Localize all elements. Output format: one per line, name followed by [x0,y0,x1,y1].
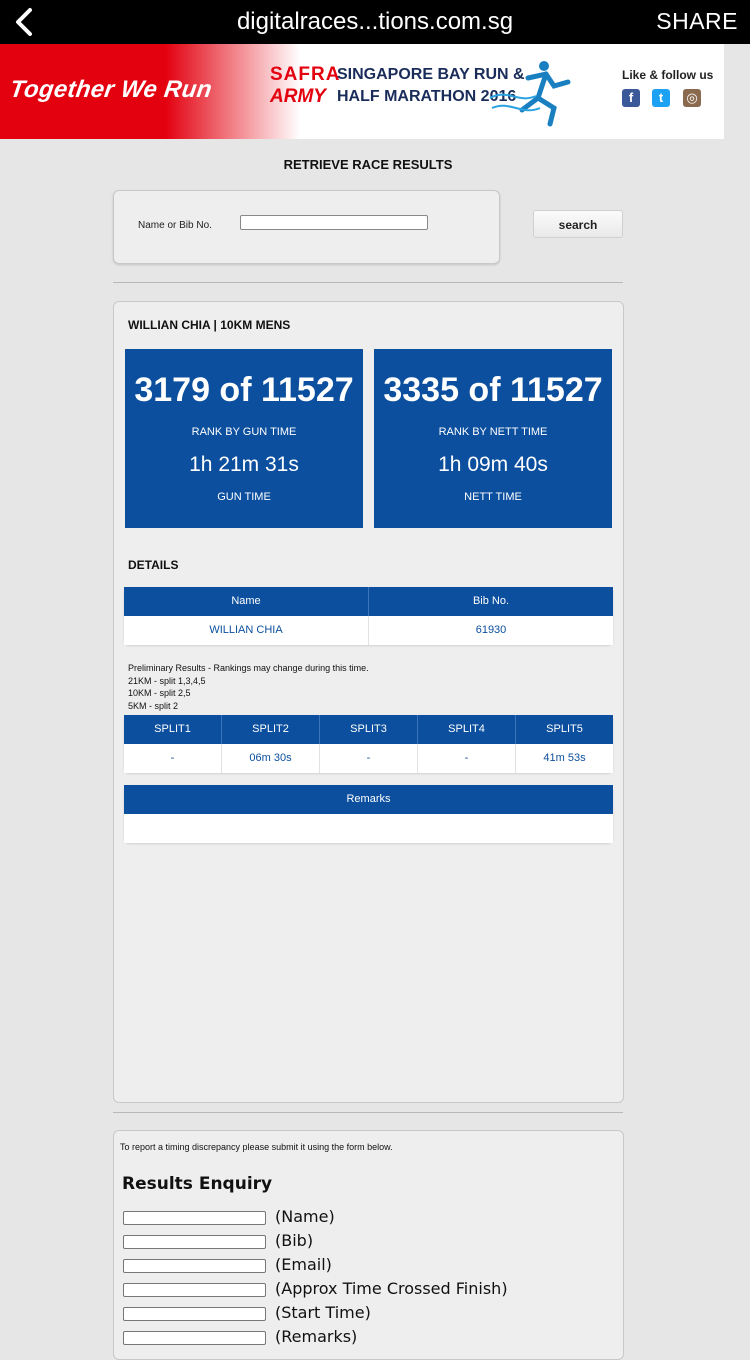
page-title: RETRIEVE RACE RESULTS [283,157,453,172]
splits-table [124,715,613,773]
enquiry-finish-time-label: (Approx Time Crossed Finish) [275,1279,508,1298]
enquiry-bib-label: (Bib) [275,1231,314,1250]
gun-time-card [125,349,363,528]
result-heading: WILLIAN CHIA | 10KM MENS [128,318,291,332]
follow-us-label: Like & follow us [622,68,714,82]
event-name-line1: SINGAPORE BAY RUN & [337,66,525,83]
divider [113,1112,623,1113]
facebook-icon[interactable]: f [622,89,640,107]
split-header: SPLIT1 [124,715,222,744]
url-text[interactable]: digitalraces...tions.com.sg [236,8,514,35]
event-name-line2: HALF MARATHON 2016 [337,88,517,105]
share-button[interactable]: SHARE [656,8,738,34]
enquiry-remarks-label: (Remarks) [275,1327,358,1346]
gun-time-value: 1h 21m 31s [189,453,299,476]
enquiry-start-time-label: (Start Time) [275,1303,371,1322]
split-header: SPLIT3 [320,715,418,744]
note-line: 10KM - split 2,5 [128,688,191,698]
remarks-table [124,785,613,843]
results-notes [128,662,369,712]
split-value: - [418,744,516,773]
details-heading: DETAILS [128,558,179,572]
splits-table-header [124,715,613,744]
remarks-header: Remarks [346,793,391,805]
event-banner[interactable] [0,44,724,139]
instagram-icon[interactable]: ◎ [683,89,701,107]
nett-rank-value: 3335 of 11527 [383,371,603,409]
details-col-bib: Bib No. [472,595,510,607]
banner-tagline: Together We Run [8,76,214,103]
result-panel [113,301,624,1103]
split-value: - [320,744,418,773]
nett-time-card [374,349,612,528]
enquiry-title: Results Enquiry [122,1174,273,1194]
nett-time-label: NETT TIME [464,491,522,503]
table-row [124,744,613,773]
remarks-value [124,814,613,843]
split-header: SPLIT4 [418,715,516,744]
enquiry-remarks-input[interactable] [123,1331,266,1345]
note-line: Preliminary Results - Rankings may change during this time. [128,663,369,673]
split-header: SPLIT5 [546,723,583,735]
twitter-icon[interactable]: t [652,89,670,107]
table-row [124,616,613,645]
remarks-table-header [124,785,613,814]
enquiry-name-input[interactable] [123,1211,266,1225]
enquiry-finish-time-input[interactable] [123,1283,266,1297]
split-value: - [124,744,222,773]
details-table-header [124,587,613,616]
enquiry-start-time-input[interactable] [123,1307,266,1321]
search-input[interactable] [240,215,428,230]
details-cell-bib: 61930 [475,624,507,636]
search-label: Name or Bib No. [138,220,212,231]
search-panel [113,190,500,264]
enquiry-name-label: (Name) [275,1207,335,1226]
enquiry-email-label: (Email) [275,1255,332,1274]
split-value: 06m 30s [222,744,320,773]
enquiry-panel [113,1130,624,1360]
details-cell-name: WILLIAN CHIA [124,616,369,645]
details-table [124,587,613,645]
note-line: 21KM - split 1,3,4,5 [128,675,206,686]
nett-time-value: 1h 09m 40s [438,453,548,476]
divider [113,282,623,283]
gun-rank-value: 3179 of 11527 [134,371,354,409]
nett-rank-label: RANK BY NETT TIME [438,426,548,438]
split-header: SPLIT2 [222,715,320,744]
table-row [124,814,613,843]
runner-logo-icon [488,58,583,134]
enquiry-email-input[interactable] [123,1259,266,1273]
split-value: 41m 53s [543,752,586,764]
gun-rank-label: RANK BY GUN TIME [191,426,297,438]
details-col-name: Name [124,587,369,616]
browser-top-bar [0,0,750,44]
brand-safra: SAFRA [270,64,341,85]
enquiry-bib-input[interactable] [123,1235,266,1249]
search-button[interactable]: search [533,210,623,238]
gun-time-label: GUN TIME [217,491,271,503]
note-line: 5KM - split 2 [128,700,179,711]
brand-army: ARMY [270,86,326,107]
enquiry-note: To report a timing discrepancy please submit it using the form below. [120,1142,393,1152]
